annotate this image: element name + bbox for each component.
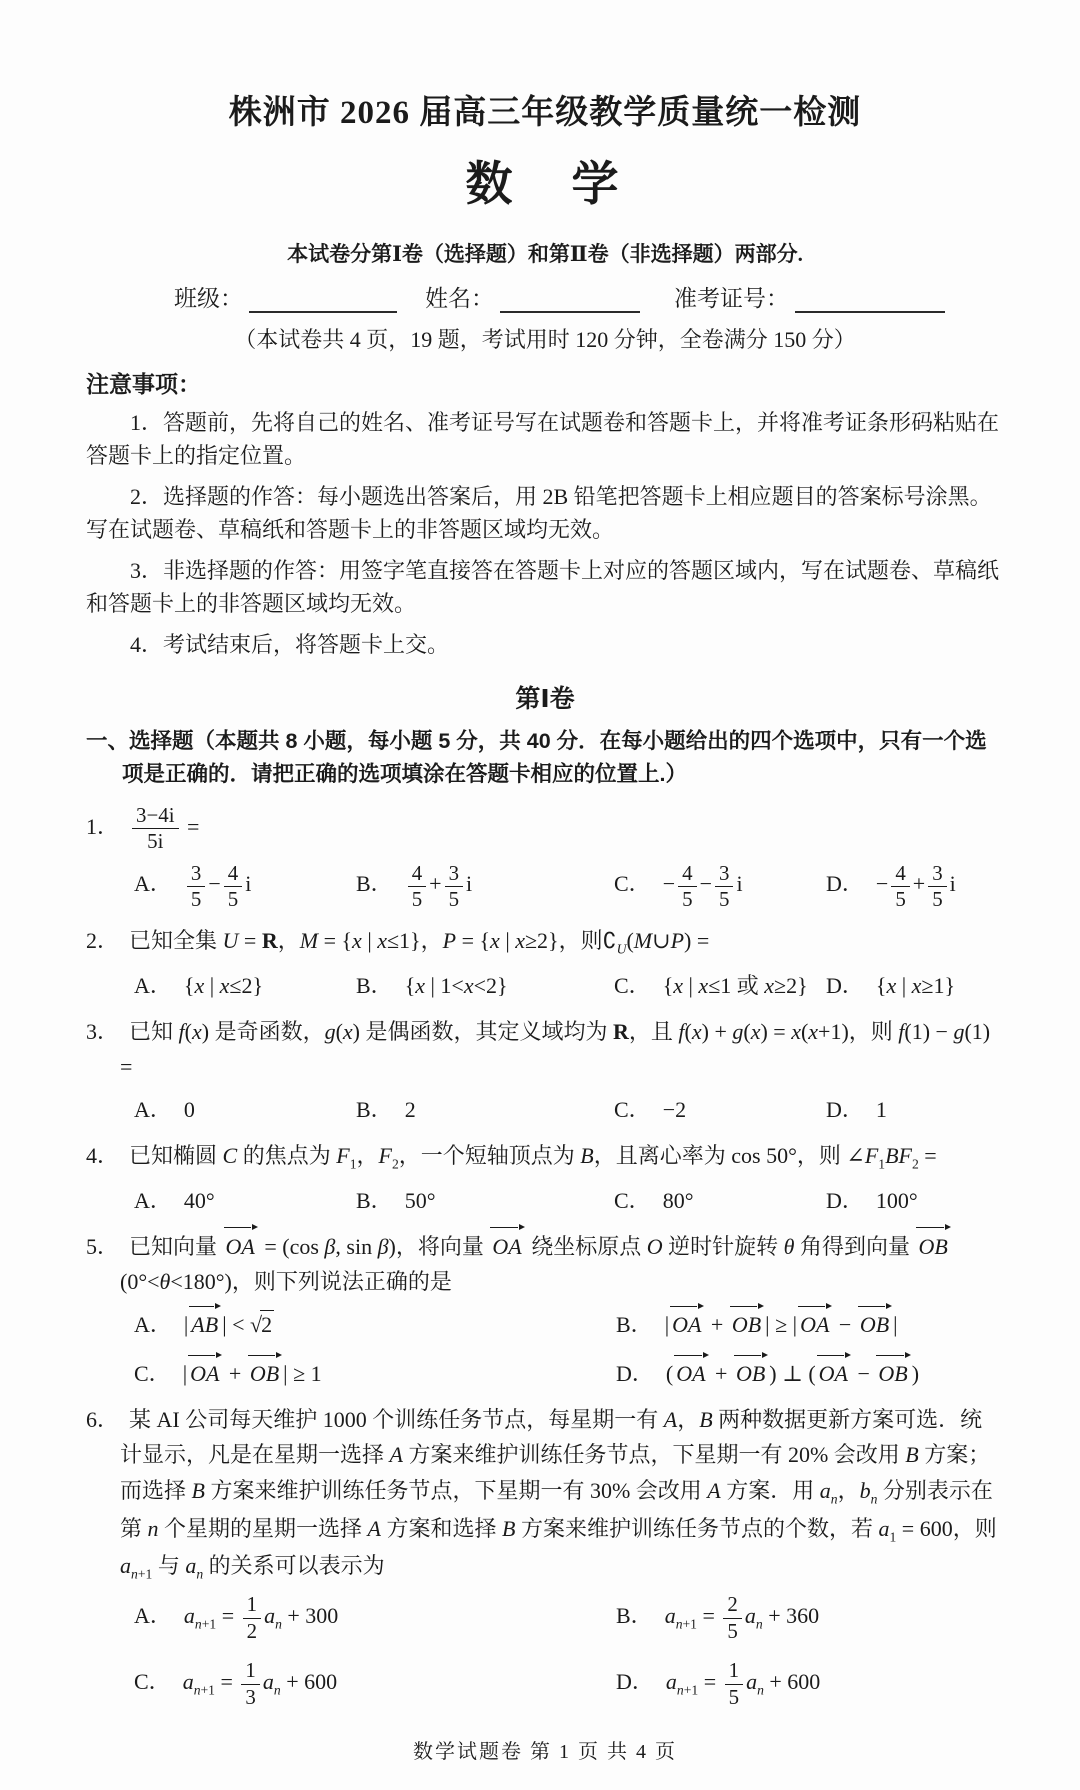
id-blank-line <box>795 288 945 313</box>
option-label: D． <box>826 1097 864 1123</box>
option-d <box>616 1659 1004 1709</box>
question-4-stem-row <box>86 1138 1004 1175</box>
option-c <box>134 1659 616 1709</box>
option-body: {x | x≤1 或 x≥2} <box>662 972 808 998</box>
option-label: D． <box>616 1360 654 1386</box>
notice-heading: 注意事项： <box>86 371 201 397</box>
option-body: 100° <box>875 1187 918 1213</box>
option-label: C． <box>614 1187 651 1213</box>
id-field-label: 准考证号： <box>674 286 789 311</box>
part1-heading: 第Ⅰ卷 <box>515 685 575 714</box>
option-body: 2 <box>404 1097 416 1123</box>
notice-item-1: 1．答题前，先将自己的姓名、准考证号写在试题卷和答题卡上，并将准考证条形码粘贴在答题卡上的指定位置。 <box>86 410 1000 469</box>
option-b <box>356 1093 614 1126</box>
question-stem: 已知椭圆 C 的焦点为 $F_1$，$F_2$，一个短轴顶点为 B，且离心率为 cos 50°，则 $\angle F_1BF_2$ = <box>129 1143 937 1172</box>
question-stem: 某 AI 公司每天维护 1000 个训练任务节点，每星期一有 A，B 两种数据更新方案可选．统计显示，凡是在星期一选择 A 方案来维护训练任务节点，下星期一有 20% 会改用 B 方案；而选择 B 方案来维护训练任务节点，下星期一有 30% 会改用 A 方案．用 $a_n$，$b_n$ 分别表示在第 n 个星期的星期一选择 A 方案和选择 B 方案来维护训练任务节点的个数，若 $a_1 = 600$，则 $a_{n+1}$ 与 $a_n$ 的关系可以表示为 <box>120 1406 997 1582</box>
option-label: A． <box>134 1187 172 1213</box>
option-c <box>614 969 826 1002</box>
question-1-stem-row <box>86 804 1004 854</box>
notice-item-2: 2．选择题的作答：每小题选出答案后，用 2B 铅笔把答题卡上相应题目的答案标号涂黑。写在试题卷、草稿纸和答题卡上的非答题区域均无效。 <box>86 483 992 543</box>
option-d <box>826 1093 1004 1126</box>
option-label: C． <box>614 972 651 998</box>
notice-item-3: 3．非选择题的作答：用签字笔直接答在答题卡上对应的答题区域内，写在试题卷、草稿纸和答题卡上的非答题区域均无效。 <box>86 557 1000 617</box>
option-body: 50° <box>404 1187 436 1213</box>
question-2-stem-row <box>86 923 1004 960</box>
option-a <box>134 862 356 912</box>
class-blank-line <box>249 288 397 313</box>
question-3 <box>86 1014 1004 1126</box>
option-body: {x | x≥1} <box>875 972 956 998</box>
student-info-row <box>86 280 1004 313</box>
option-d <box>616 1357 1004 1390</box>
option-b <box>616 1308 1004 1341</box>
question-2-options <box>86 969 1004 1002</box>
option-label: D． <box>616 1669 654 1695</box>
option-d <box>826 1184 1004 1217</box>
notice-item-4: 4．考试结束后，将答题卡上交。 <box>130 631 450 657</box>
question-stem: $\frac{3-4i}{5i}$ = <box>129 814 199 839</box>
name-blank-line <box>500 288 640 313</box>
option-body: 80° <box>662 1187 694 1213</box>
option-body: $\frac{4}{5}$ + $\frac{3}{5}$ i <box>405 871 472 896</box>
option-label: B． <box>616 1311 653 1337</box>
option-label: B． <box>616 1603 653 1629</box>
question-3-options <box>86 1093 1004 1126</box>
question-number: 3． <box>86 1018 120 1044</box>
question-6 <box>86 1402 1004 1709</box>
option-body: 0 <box>183 1097 195 1123</box>
question-number: 2． <box>86 928 120 954</box>
exam-info-line: （本试卷共 4 页，19 题，考试用时 120 分钟，全卷满分 150 分） <box>234 327 856 352</box>
option-b <box>356 1184 614 1217</box>
question-5-options <box>86 1308 1004 1390</box>
option-label: A． <box>134 1603 172 1629</box>
option-body: $a_{n+1}$ = $\frac{1}{5}$ $a_n + 600$ <box>665 1658 821 1709</box>
question-5 <box>86 1229 1004 1390</box>
option-body: − $\frac{4}{5}$ − $\frac{3}{5}$ i <box>662 860 743 911</box>
option-label: C． <box>614 871 651 897</box>
option-c <box>614 1093 826 1126</box>
option-body: | OA + OB | ≥ 1 <box>183 1361 322 1386</box>
option-body: {x | x≤2} <box>183 972 264 998</box>
option-label: B． <box>356 1097 393 1123</box>
question-number: 6． <box>86 1406 120 1432</box>
question-6-options <box>86 1593 1004 1709</box>
question-3-stem-row <box>86 1014 1004 1085</box>
option-body: $a_{n+1}$ = $\frac{1}{3}$ $a_n + 600$ <box>182 1658 338 1709</box>
option-body: {x | 1<x<2} <box>404 972 508 998</box>
option-label: A． <box>134 1097 172 1123</box>
question-4-options <box>86 1184 1004 1217</box>
question-1 <box>86 804 1004 912</box>
question-4 <box>86 1138 1004 1216</box>
question-number: 5． <box>86 1233 120 1259</box>
option-label: D． <box>826 1187 864 1213</box>
option-label: A． <box>134 972 172 998</box>
question-stem: 已知 f(x) 是奇函数，g(x) 是偶函数，其定义域均为 R，且 f(x) + g(x) = x(x+1)，则 f(1) − g(1) = <box>120 1018 991 1080</box>
question-6-stem-row <box>86 1402 1004 1586</box>
option-d <box>826 969 1004 1002</box>
option-label: C． <box>134 1360 171 1386</box>
option-label: C． <box>614 1097 651 1123</box>
option-label: D． <box>826 972 864 998</box>
option-a <box>134 1308 616 1341</box>
option-a <box>134 1184 356 1217</box>
question-stem: 已知全集 U = R，M = {x | x≤1}，P = {x | x≥2}，则$∁_U(M\cup P)$ = <box>129 928 710 957</box>
section1-intro: 一、选择题（本题共 8 小题，每小题 5 分，共 40 分．在每小题给出的四个选项中，只有一个选项是正确的．请把正确的选项填涂在答题卡相应的位置上.） <box>86 729 987 787</box>
option-d <box>826 862 1004 912</box>
option-body: − $\frac{4}{5}$ + $\frac{3}{5}$ i <box>875 860 956 911</box>
option-body: $\frac{3}{5}$ − $\frac{4}{5}$ i <box>184 871 251 896</box>
option-label: A． <box>134 871 172 897</box>
page-footer: 数学试题卷 第 1 页 共 4 页 <box>413 1741 677 1764</box>
option-body: −2 <box>662 1097 687 1123</box>
option-a <box>134 969 356 1002</box>
subject-title: 数 学 <box>465 159 625 211</box>
option-body: | AB | < √2 <box>184 1312 274 1337</box>
question-stem: 已知向量 OA = (cos β, sin β)，将向量 OA 绕坐标原点 O 逆时针旋转 θ 角得到向量 OB(0°<θ<180°)，则下列说法正确的是 <box>120 1234 952 1295</box>
option-label: B． <box>356 1187 393 1213</box>
exam-parts-note: 本试卷分第Ⅰ卷（选择题）和第Ⅱ卷（非选择题）两部分. <box>287 242 803 266</box>
option-label: C． <box>134 1669 171 1695</box>
question-number: 4． <box>86 1143 120 1169</box>
option-body: 1 <box>875 1097 887 1123</box>
name-field-label: 姓名： <box>425 286 494 311</box>
page-title: 株洲市 2026 届高三年级教学质量统一检测 <box>228 95 862 131</box>
question-number: 1． <box>86 813 120 839</box>
option-a <box>134 1093 356 1126</box>
notice-section <box>86 366 1004 661</box>
option-label: A． <box>134 1311 172 1337</box>
option-b <box>356 969 614 1002</box>
option-body: | OA + OB | ≥ | OA − OB | <box>665 1312 898 1337</box>
option-c <box>614 862 826 912</box>
option-body: ( OA + OB ) ⊥ ( OA − OB ) <box>666 1361 919 1386</box>
option-a <box>134 1593 616 1643</box>
option-body: 40° <box>183 1187 215 1213</box>
option-body: $a_{n+1}$ = $\frac{1}{2}$ $a_n + 300$ <box>183 1592 339 1643</box>
option-label: B． <box>356 972 393 998</box>
option-c <box>614 1184 826 1217</box>
question-5-stem-row <box>86 1229 1004 1300</box>
option-c <box>134 1357 616 1390</box>
question-2 <box>86 923 1004 1001</box>
question-1-options <box>86 862 1004 912</box>
class-field-label: 班级： <box>174 286 243 311</box>
option-label: B． <box>356 871 393 897</box>
option-b <box>616 1593 1004 1643</box>
option-label: D． <box>826 871 864 897</box>
option-b <box>356 862 614 912</box>
option-body: $a_{n+1}$ = $\frac{2}{5}$ $a_n + 360$ <box>664 1592 820 1643</box>
